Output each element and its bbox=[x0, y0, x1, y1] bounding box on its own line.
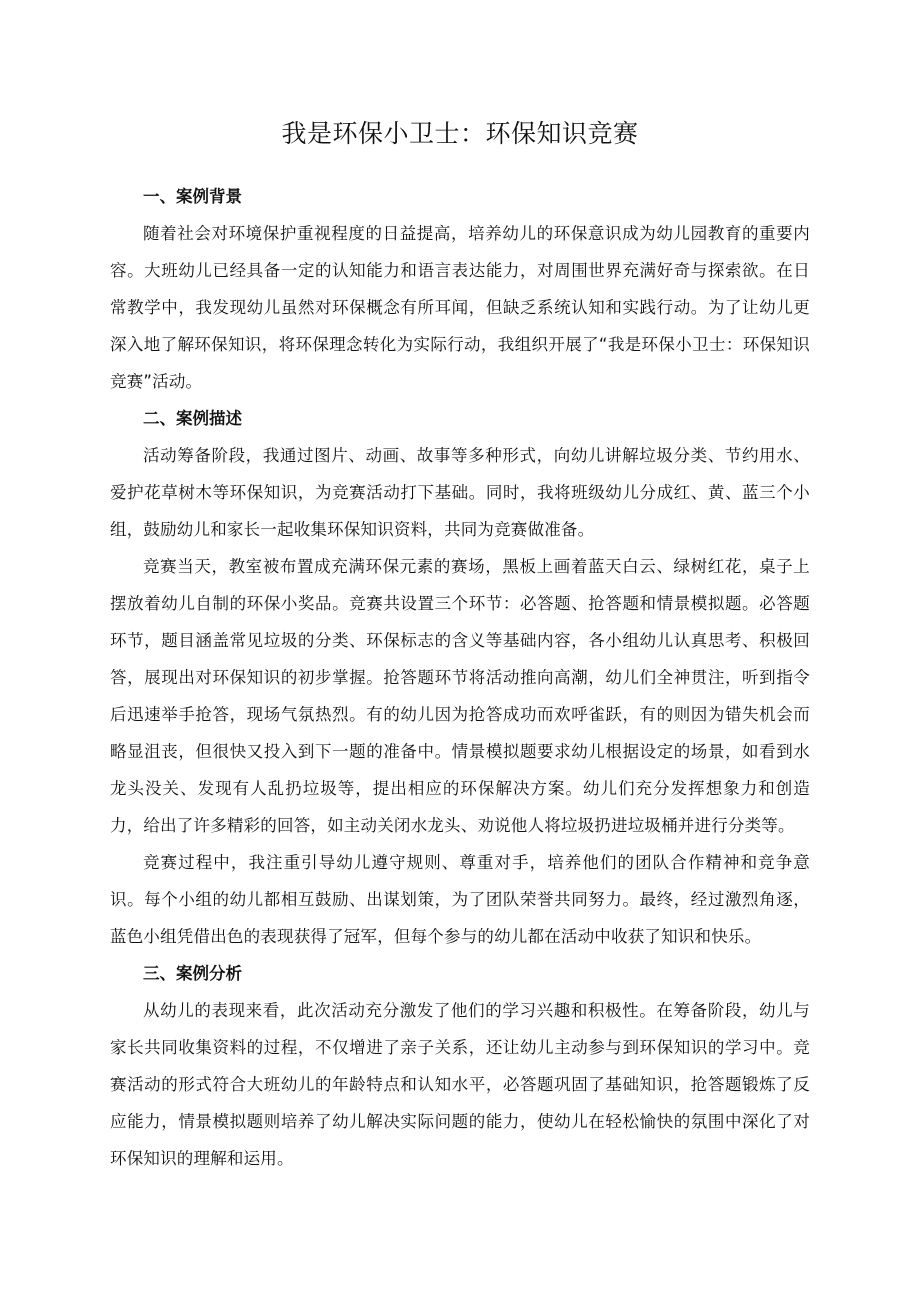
section-heading-background: 一、案例背景 bbox=[143, 187, 242, 206]
section-background bbox=[110, 178, 810, 400]
paragraph: 竞赛过程中，我注重引导幼儿遵守规则、尊重对手，培养他们的团队合作精神和竞争意识。每个小组的幼儿都相互鼓励、出谋划策，为了团队荣誉共同努力。最终，经过激烈角逐，蓝色小组凭借出色的表现获得了冠军，但每个参与的幼儿都在活动中收获了知识和快乐。 bbox=[110, 853, 810, 946]
document-title: 我是环保小卫士：环保知识竞赛 bbox=[281, 119, 639, 148]
paragraph: 竞赛当天，教室被布置成充满环保元素的赛场，黑板上画着蓝天白云、绿树红花，桌子上摆放着幼儿自制的环保小奖品。竞赛共设置三个环节：必答题、抢答题和情景模拟题。必答题环节，题目涵盖常见垃圾的分类、环保标志的含义等基础内容，各小组幼儿认真思考、积极回答，展现出对环保知识的初步掌握。抢答题环节将活动推向高潮，幼儿们全神贯注，听到指令后迅速举手抢答，现场气氛热烈。有的幼儿因为抢答成功而欢呼雀跃，有的则因为错失机会而略显沮丧，但很快又投入到下一题的准备中。情景模拟题要求幼儿根据设定的场景，如看到水龙头没关、发现有人乱扔垃圾等，提出相应的环保解决方案。幼儿们充分发挥想象力和创造力，给出了许多精彩的回答，如主动关闭水龙头、劝说他人将垃圾扔进垃圾桶并进行分类等。 bbox=[110, 557, 810, 835]
section-description bbox=[110, 400, 810, 955]
section-heading-description: 二、案例描述 bbox=[143, 409, 242, 428]
paragraph: 从幼儿的表现来看，此次活动充分激发了他们的学习兴趣和积极性。在筹备阶段，幼儿与家长共同收集资料的过程，不仅增进了亲子关系，还让幼儿主动参与到环保知识的学习中。竞赛活动的形式符合大班幼儿的年龄特点和认知水平，必答题巩固了基础知识，抢答题锻炼了反应能力，情景模拟题则培养了幼儿解决实际问题的能力，使幼儿在轻松愉快的氛围中深化了对环保知识的理解和运用。 bbox=[110, 1001, 810, 1168]
section-analysis bbox=[110, 955, 810, 1177]
paragraph: 随着社会对环境保护重视程度的日益提高，培养幼儿的环保意识成为幼儿园教育的重要内容。大班幼儿已经具备一定的认知能力和语言表达能力，对周围世界充满好奇与探索欲。在日常教学中，我发现幼儿虽然对环保概念有所耳闻，但缺乏系统认知和实践行动。为了让幼儿更深入地了解环保知识，将环保理念转化为实际行动，我组织开展了“我是环保小卫士：环保知识竞赛”活动。 bbox=[110, 224, 810, 391]
paragraph: 活动筹备阶段，我通过图片、动画、故事等多种形式，向幼儿讲解垃圾分类、节约用水、爱护花草树木等环保知识，为竞赛活动打下基础。同时，我将班级幼儿分成红、黄、蓝三个小组，鼓励幼儿和家长一起收集环保知识资料，共同为竞赛做准备。 bbox=[110, 446, 810, 539]
section-heading-analysis: 三、案例分析 bbox=[143, 964, 242, 983]
